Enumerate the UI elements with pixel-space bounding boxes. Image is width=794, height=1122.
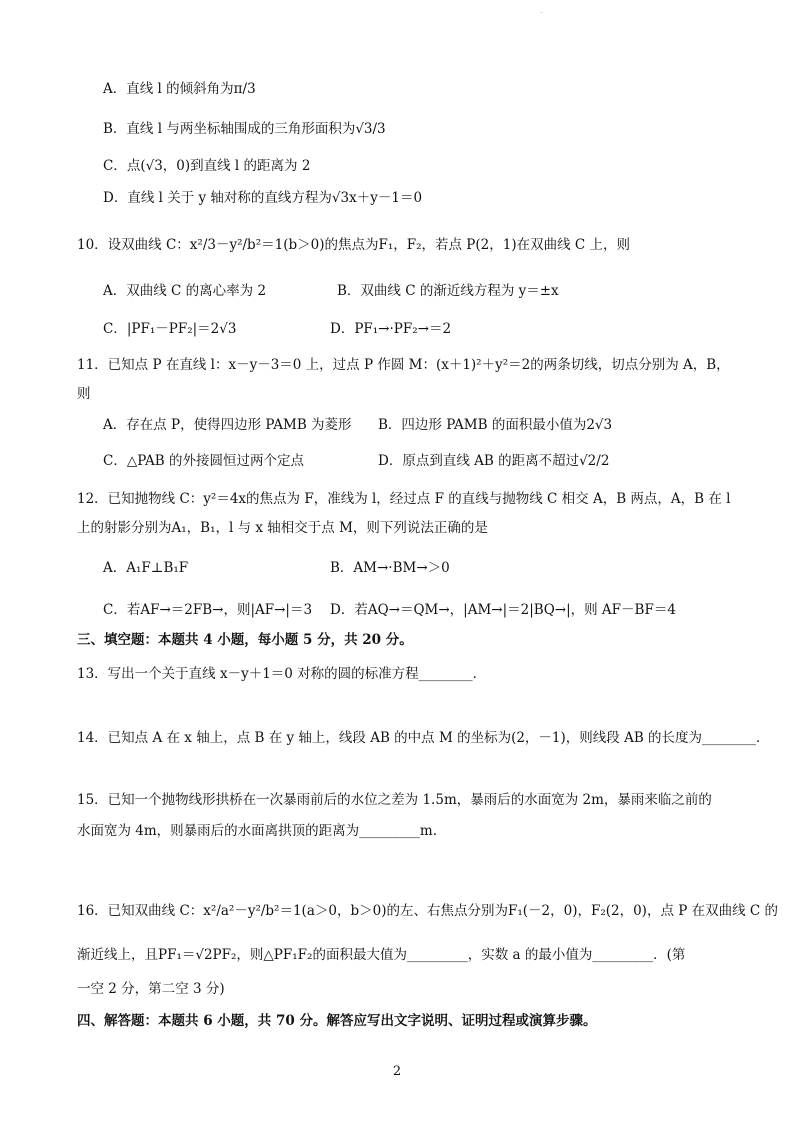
q9-option-d: D．直线 l 关于 y 轴对称的直线方程为√3x＋y－1＝0 [103, 190, 423, 206]
q16-line3: 一空 2 分，第二空 3 分) [77, 981, 225, 997]
section-4-heading: 四、解答题：本题共 6 小题，共 70 分。解答应写出文字说明、证明过程或演算步骤。 [77, 1013, 597, 1029]
q9-option-b: B．直线 l 与两坐标轴围成的三角形面积为√3/3 [103, 121, 386, 137]
q14: 14．已知点 A 在 x 轴上，点 B 在 y 轴上，线段 AB 的中点 M 的坐标为(2，－1)，则线段 AB 的长度为________． [77, 730, 770, 746]
q12-option-c: C．若AF→＝2FB→，则|AF→|＝3 [103, 602, 313, 618]
page-number: 2 [392, 1064, 402, 1079]
q11-option-c: C．△PAB 的外接圆恒过两个定点 [103, 453, 305, 469]
q10-option-d: D．PF₁→·PF₂→＝2 [330, 321, 452, 337]
q10-stem: 10．设双曲线 C：x²/3－y²/b²＝1(b＞0)的焦点为F₁，F₂，若点 P(2，1)在双曲线 C 上，则 [77, 237, 631, 253]
q10-option-a: A．双曲线 C 的离心率为 2 [103, 283, 267, 299]
section-3-heading: 三、填空题：本题共 4 小题，每小题 5 分，共 20 分。 [77, 632, 413, 648]
q12-stem-line1: 12．已知抛物线 C：y²＝4x的焦点为 F，准线为 l，经过点 F 的直线与抛物线 C 相交 A，B 两点，A，B 在 l [77, 491, 731, 507]
q15-line2: 水面宽为 4m，则暴雨后的水面离拱顶的距离为_________m. [77, 823, 438, 839]
q11-option-b: B．四边形 PAMB 的面积最小值为2√3 [378, 417, 613, 433]
q16-line1: 16．已知双曲线 C：x²/a²－y²/b²＝1(a＞0，b＞0)的左、右焦点分别为F₁(－2，0)，F₂(2，0)，点 P 在双曲线 C 的 [77, 903, 779, 919]
q13: 13．写出一个关于直线 x－y＋1＝0 对称的圆的标准方程________． [77, 666, 487, 682]
q15-line1: 15．已知一个抛物线形拱桥在一次暴雨前后的水位之差为 1.5m，暴雨后的水面宽为 2m，暴雨来临之前的 [77, 792, 712, 808]
q9-option-c: C．点(√3，0)到直线 l 的距离为 2 [103, 158, 311, 174]
q9-option-a: A．直线 l 的倾斜角为π/3 [103, 81, 256, 97]
q11-stem-line2: 则 [77, 386, 91, 402]
q10-option-b: B．双曲线 C 的渐近线方程为 y＝±x [337, 283, 559, 299]
q11-option-a: A．存在点 P，使得四边形 PAMB 为菱形 [103, 417, 352, 433]
q16-line2: 渐近线上，且PF₁＝√2PF₂，则△PF₁F₂的面积最大值为_________，实数 a 的最小值为_________．(第 [77, 947, 686, 963]
q12-option-b: B．AM→·BM→＞0 [330, 560, 450, 576]
q10-option-c: C．|PF₁－PF₂|＝2√3 [103, 321, 237, 337]
scan-mark: . [540, 6, 543, 15]
q12-stem-line2: 上的射影分别为A₁，B₁，l 与 x 轴相交于点 M，则下列说法正确的是 [77, 520, 488, 536]
q11-option-d: D．原点到直线 AB 的距离不超过√2/2 [378, 453, 610, 469]
q11-stem-line1: 11．已知点 P 在直线 l：x－y－3＝0 上，过点 P 作圆 M：(x＋1)²＋y²＝2的两条切线，切点分别为 A，B， [77, 357, 730, 373]
q12-option-a: A．A₁F⊥B₁F [103, 560, 189, 576]
q12-option-d: D．若AQ→＝QM→，|AM→|＝2|BQ→|，则 AF－BF＝4 [330, 602, 676, 618]
